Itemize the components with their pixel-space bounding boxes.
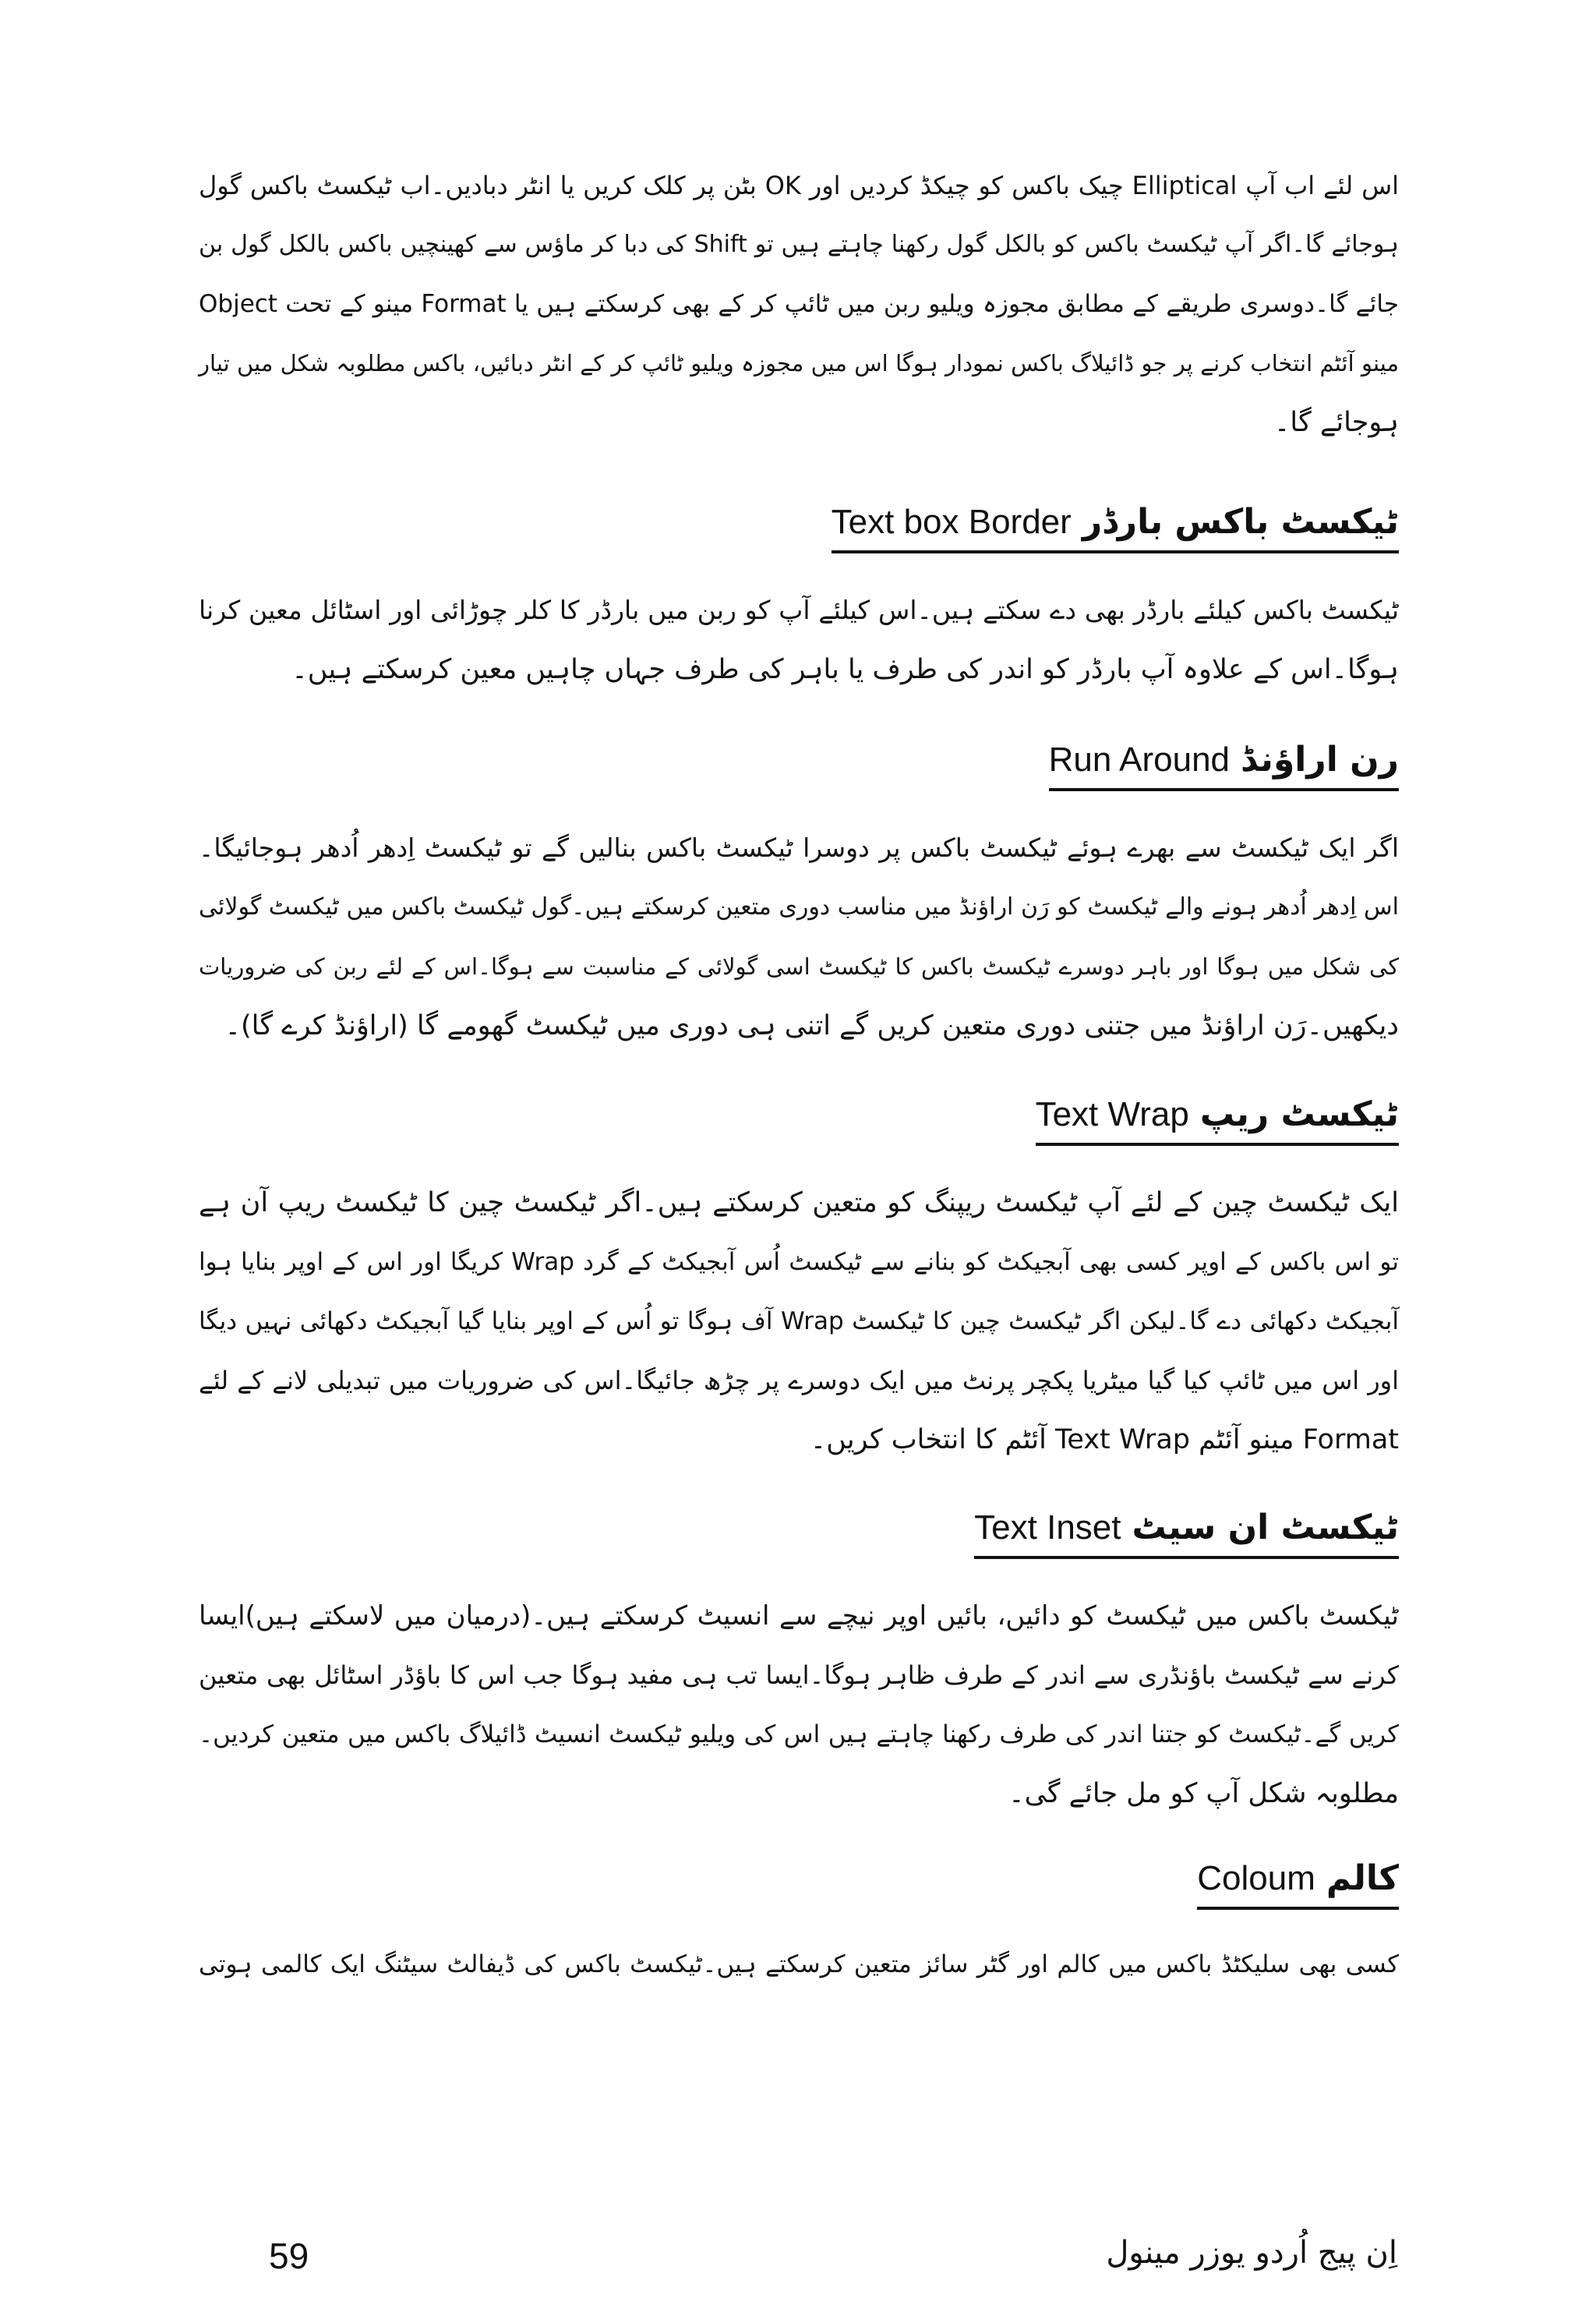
- heading-english: Run Around: [1048, 741, 1231, 779]
- text-line: ہوجائے گا۔: [1273, 407, 1399, 438]
- text-line: Format مینو آئٹم Text Wrap آئٹم کا انتخاب کریں۔: [810, 1424, 1399, 1455]
- text-line: اگر ایک ٹیکسٹ سے بھرے ہوئے ٹیکسٹ باکس پر دوسرا ٹیکسٹ باکس بنالیں گے تو ٹیکسٹ اِدھر اُدھر ہوجائیگا۔: [199, 833, 1399, 863]
- heading-urdu: ٹیکسٹ ریپ: [1199, 1094, 1399, 1134]
- text-line: ہوگا۔اس کے علاوہ آپ بارڈر کو اندر کی طرف یا باہر کی طرف جہاں چاہیں معین کرسکتے ہیں۔: [291, 654, 1399, 685]
- paragraph-elliptical: [199, 156, 1399, 452]
- heading-english: Text Wrap: [1035, 1095, 1189, 1133]
- text-line: ہوجائے گا۔اگر آپ ٹیکسٹ باکس کو بالکل گول رکھنا چاہتے ہیں تو Shift کی دبا کر ماؤس سے کھینچیں باکس بالکل گول بن: [199, 231, 1400, 258]
- heading-text-inset: [974, 1504, 1399, 1559]
- text-line: ٹیکسٹ باکس کیلئے بارڈر بھی دے سکتے ہیں۔اس کیلئے آپ کو ربن میں بارڈر کا کلر چوڑائی اور اسٹائل معین کرنا: [199, 595, 1399, 625]
- text-line: کی شکل میں ہوگا اور باہر دوسرے ٹیکسٹ باکس کا ٹیکسٹ اسی گولائی کے مناسبت سے ہوگا۔اس کے لئے ربن کی ضروریات: [199, 953, 1399, 980]
- text-line: کرنے سے ٹیکسٹ باؤنڈری سے اندر کے طرف ظاہر ہوگا۔ایسا تب ہی مفید ہوگا جب اس کا باؤڈر اسٹائل بھی متعین: [199, 1660, 1399, 1690]
- text-line: مطلوبہ شکل آپ کو مل جائے گی۔: [1008, 1778, 1399, 1809]
- text-line: ایک ٹیکسٹ چین کے لئے آپ ٹیکسٹ ریپنگ کو متعین کرسکتے ہیں۔اگر ٹیکسٹ چین کا ٹیکسٹ ریپ آن ہے: [199, 1187, 1399, 1218]
- paragraph-text-inset: [199, 1586, 1399, 1823]
- text-line: مینو آئٹم انتخاب کرنے پر جو ڈائیلاگ باکس نمودار ہوگا اس میں مجوزہ ویلیو ٹائپ کر کے انٹر دبائیں، باکس مطلوبہ شکل میں تیار: [199, 350, 1399, 377]
- paragraph-text-box-border: [199, 581, 1399, 699]
- text-line: دیکھیں۔رَن اراؤنڈ میں جتنی دوری متعین کریں گے اتنی ہی دوری میں ٹیکسٹ گھومے گا (اراؤنڈ کرے گا)۔: [224, 1010, 1399, 1041]
- paragraph-column: [199, 1935, 1399, 1994]
- heading-run-around: [1049, 737, 1399, 791]
- text-line: کریں گے۔ٹیکسٹ کو جتنا اندر کی طرف رکھنا چاہتے ہیں اس کی ویلیو ٹیکسٹ انسیٹ ڈائیلاگ باکس میں متعین کردیں۔: [199, 1720, 1399, 1748]
- page-number: 59: [269, 2236, 309, 2276]
- text-line: تو اس باکس کے اوپر کسی بھی آبجیکٹ کو بنانے سے ٹیکسٹ اُس آبجیکٹ کے گرد Wrap کریگا اور اس کے اوپر بنایا ہوا: [199, 1248, 1399, 1276]
- text-line: اس اِدھر اُدھر ہونے والے ٹیکسٹ کو رَن اراؤنڈ میں مناسب دوری متعین کرسکتے ہیں۔گول ٹیکسٹ باکس میں ٹیکسٹ گولائی: [199, 893, 1399, 921]
- text-line: اور اس میں ٹائپ کیا گیا میٹریا پکچر پرنٹ میں ایک دوسرے پر چڑھ جائیگا۔اس کی ضروریات میں تبدیلی لانے کے لئے: [199, 1366, 1399, 1395]
- heading-text-wrap: [1036, 1091, 1399, 1146]
- text-line: جائے گا۔دوسری طریقے کے مطابق مجوزہ ویلیو ربن میں ٹائپ کر کے بھی کرسکتے ہیں یا Format مینو کے تحت Object: [199, 290, 1400, 318]
- heading-english: Coloum: [1197, 1859, 1315, 1897]
- paragraph-run-around: [199, 818, 1399, 1055]
- heading-urdu: رن اراؤنڈ: [1241, 740, 1399, 780]
- heading-column: [1197, 1855, 1399, 1910]
- heading-urdu: ٹیکسٹ باکس بارڈر: [1082, 502, 1399, 542]
- heading-text-box-border: [832, 499, 1399, 553]
- heading-urdu: کالم: [1326, 1858, 1399, 1898]
- text-line: ٹیکسٹ باکس میں ٹیکسٹ کو دائیں، بائیں اوپر نیچے سے انسیٹ کرسکتے ہیں۔(درمیان میں لاسکتے ہیں)ایسا: [199, 1600, 1399, 1632]
- text-line: کسی بھی سلیکٹڈ باکس میں کالم اور گٹر سائز متعین کرسکتے ہیں۔ٹیکسٹ باکس کی ڈیفالٹ سیٹنگ ایک کالمی ہوتی: [199, 1950, 1399, 1978]
- text-line: آبجیکٹ دکھائی دے گا۔لیکن اگر ٹیکسٹ چین کا ٹیکسٹ Wrap آف ہوگا تو اُس کے اوپر بنایا گیا آبجیکٹ دکھائی نہیں دیگا: [199, 1307, 1399, 1335]
- footer-book-title: اِن پیج اُردو یوزر مینول: [1106, 2235, 1397, 2271]
- heading-urdu: ٹیکسٹ ان سیٹ: [1132, 1508, 1399, 1547]
- heading-english: Text Inset: [974, 1508, 1121, 1547]
- heading-english: Text box Border: [831, 503, 1072, 541]
- text-line: اس لئے اب آپ Elliptical چیک باکس کو چیکڈ کردیں اور OK بٹن پر کلک کریں یا انٹر دبادیں۔اب ٹیکسٹ باکس گول: [199, 171, 1400, 200]
- paragraph-text-wrap: [199, 1173, 1399, 1469]
